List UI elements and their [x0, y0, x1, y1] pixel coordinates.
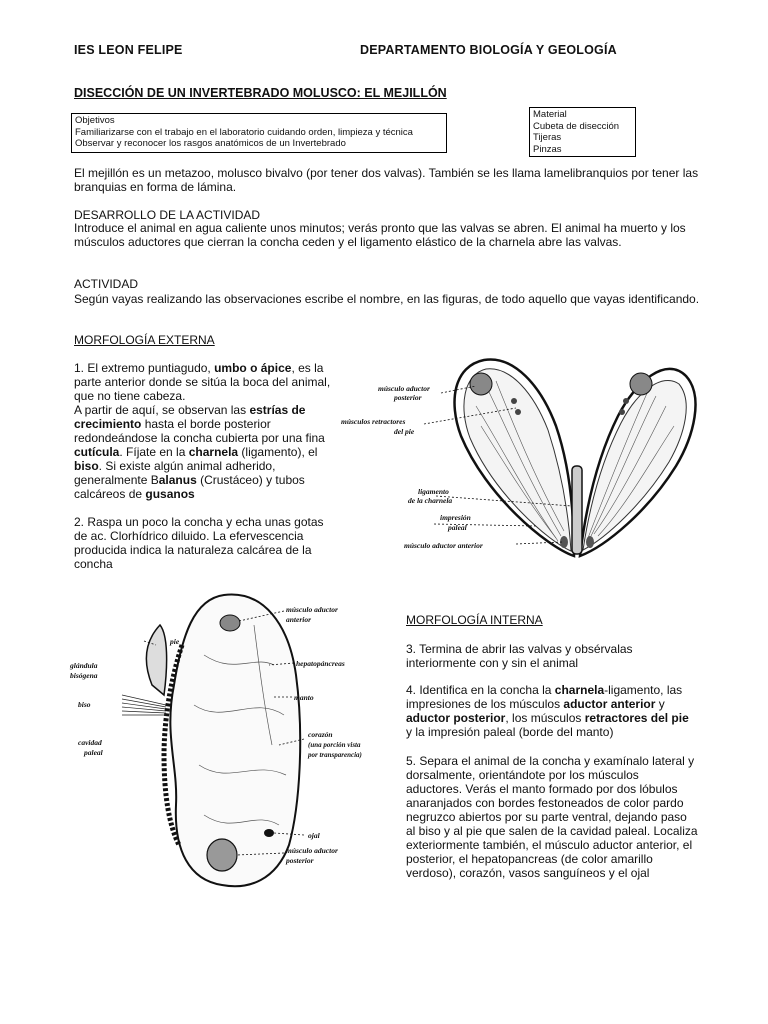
desarrollo-text: Introduce el animal en agua caliente unos minutos; verás pronto que las valvas se abren. El animal ha muerto y los músculos aductores que cierran la concha ceden y el ligamento elástico de la charnela abre las valvas.: [74, 221, 686, 249]
label-retractores: músculos retractores: [341, 417, 406, 426]
label-aductor-posterior: músculo aductor: [286, 846, 338, 855]
label-pie: pie: [170, 637, 180, 646]
figure-opened-valves: [336, 346, 706, 568]
label-biso: biso: [78, 700, 91, 709]
morfologia-externa-heading: MORFOLOGÍA EXTERNA: [74, 333, 215, 347]
label-aductor-anterior-2: anterior: [286, 615, 312, 624]
material-heading: Material: [533, 109, 567, 120]
label-manto: manto: [294, 693, 314, 702]
material-item: Pinzas: [533, 143, 562, 155]
label-ojal: ojal: [308, 831, 320, 840]
externa-paragraph-2: 2. Raspa un poco la concha y echa unas gotas de ac. Clorhídrico diluido. La efervescencia producida indica la naturaleza calcárea de la concha: [74, 515, 324, 571]
desarrollo-heading: DESARROLLO DE LA ACTIVIDAD: [74, 208, 261, 222]
intro-paragraph: El mejillón es un metazoo, molusco bivalvo (por tener dos valvas). También se les llama lamelibranquios por tener las branquias en forma de lámina.: [74, 166, 699, 194]
label-impresion: impresión: [440, 513, 471, 522]
label-cavidad-2: paleal: [84, 748, 103, 757]
label-corazon-3: por transparencia): [308, 751, 362, 759]
figure-mussel-body: [64, 585, 400, 895]
label-aductor-anterior: músculo aductor: [286, 605, 338, 614]
actividad-heading: ACTIVIDAD: [74, 277, 139, 291]
label-retractores-2: del pie: [394, 427, 415, 436]
material-box: [529, 107, 636, 157]
objective-item: Familiarizarse con el trabajo en el laboratorio cuidando orden, limpieza y técnica: [75, 126, 413, 138]
actividad-text: Según vayas realizando las observaciones escribe el nombre, en las figuras, de todo aquello que vayas identificando.: [74, 292, 700, 306]
label-aductor-posterior-2: posterior: [394, 393, 422, 402]
school-name: IES LEON FELIPE: [74, 43, 183, 57]
material-item: Tijeras: [533, 132, 562, 143]
label-corazon: corazón: [308, 730, 333, 739]
label-aductor-posterior-2: posterior: [286, 856, 314, 865]
morfologia-interna-heading: MORFOLOGÍA INTERNA: [406, 613, 543, 627]
label-glandula-2: bisógena: [70, 671, 98, 680]
department-name: DEPARTAMENTO BIOLOGÍA Y GEOLOGÍA: [360, 43, 617, 57]
page-title: DISECCIÓN DE UN INVERTEBRADO MOLUSCO: EL MEJILLÓN: [74, 86, 447, 100]
interna-paragraph-4: 4. Identifica en la concha la charnela-ligamento, las impresiones de los músculos aductor anterior y aductor posterior, los músculos retractores del pie y la impresión paleal (borde del manto): [406, 683, 689, 739]
label-impresion-2: paleal: [448, 523, 467, 532]
externa-paragraph-1: 1. El extremo puntiagudo, umbo o ápice, es la parte anterior donde se sitúa la boca del animal, que no tiene cabeza. A partir de aquí, se observan las estrías de crecimiento hasta el borde posterior redondeándose la concha cubierta por una fina cutícula. Fíjate en la charnela (ligamento), el biso. Si existe algún animal adherido, generalmente Balanus (Crustáceo) y tubos calcáreos de gusanos: [74, 361, 331, 501]
label-glandula: glándula: [70, 661, 98, 670]
label-aductor-posterior: músculo aductor: [378, 384, 430, 393]
label-ligamento: ligamento: [418, 487, 449, 496]
objectives-heading: Objetivos: [75, 115, 115, 126]
material-item: Cubeta de disección: [533, 120, 620, 132]
interna-paragraph-5: 5. Separa el animal de la concha y examínalo lateral y dorsalmente, orientándote por los músculos aductores. Verás el manto formado por dos lóbulos anaranjados con bordes festoneados de color pardo negruzco abiertos por su parte ventral, dejando paso al biso y al pie que salen de la cavidad paleal. Localiza exteriormente también, el músculo aductor anterior, el posterior, el hepatopancreas (de color amarillo verdoso), corazón, vasos sanguíneos y el ojal: [406, 754, 698, 880]
objective-item: Observar y reconocer los rasgos anatómicos de un Invertebrado: [75, 138, 346, 149]
label-cavidad: cavidad: [78, 738, 102, 747]
label-ligamento-2: de la charnela: [408, 496, 453, 505]
label-aductor-anterior: músculo aductor anterior: [404, 541, 483, 550]
label-hepatopancreas: hepatopáncreas: [296, 659, 345, 668]
label-corazon-2: (una porción vista: [308, 741, 361, 749]
objectives-box: [71, 113, 447, 153]
interna-paragraph-3: 3. Termina de abrir las valvas y obsérvalas interiormente con y sin el animal: [406, 642, 633, 670]
